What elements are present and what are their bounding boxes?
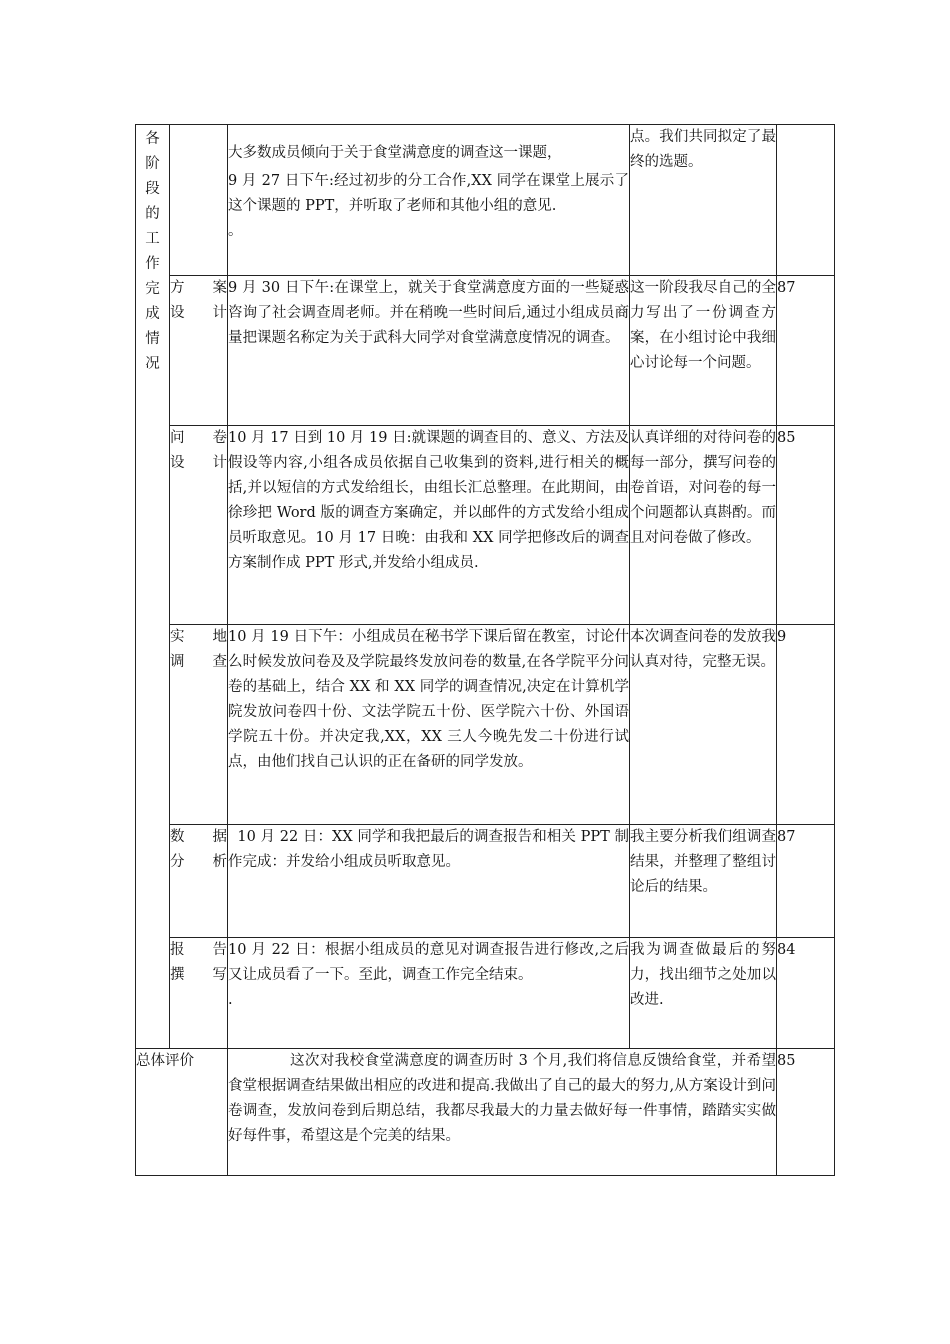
stage-reflection: 认真详细的对待问卷的每一部分，撰写问卷的卷首语，对问卷的每一个问题都认真斟酌。而且对问卷做了修改。 (630, 426, 777, 625)
stage-content: 10 月 22 日：根据小组成员的意见对调查报告进行修改,之后又让成员看了一下。至此，调查工作完全结束。 . (228, 938, 630, 1049)
stage-name: 方 案 设计 (170, 276, 228, 426)
stage-score: 87 (777, 276, 835, 426)
stage-score (777, 125, 835, 276)
overall-row (136, 1049, 835, 1176)
stage-name: 数 据 分析 (170, 825, 228, 938)
stage-score: 87 (777, 825, 835, 938)
stage-name: 报 告 撰写 (170, 938, 228, 1049)
stage-score: 85 (777, 426, 835, 625)
stage-score: 9 (777, 625, 835, 825)
stage-name: 实 地 调查 (170, 625, 228, 825)
stage-reflection: 这一阶段我尽自己的全力写出了一份调查方案，在小组讨论中我细心讨论每一个问题。 (630, 276, 777, 426)
stage-content: 10 月 17 日到 10 月 19 日:就课题的调查目的、意义、方法及假设等内容,小组各成员依据自己收集到的资料,进行相关的概括,并以短信的方式发给组长，由组长汇总整理。在此期间，由徐珍把 Word 版的调查方案确定，并以邮件的方式发给小组成员听取意见。10 月 17 日晚：由我和 XX 同学把修改后的调查方案制作成 PPT 形式,并发给小组成员. (228, 426, 630, 625)
overall-score: 85 (777, 1049, 835, 1176)
table-row (136, 426, 835, 625)
stage-content: 大多数成员倾向于关于食堂满意度的调查这一课题， 9 月 27 日下午:经过初步的分工合作,XX 同学在课堂上展示了这个课题的 PPT，并听取了老师和其他小组的意见. 。 (228, 125, 630, 276)
table-row (136, 625, 835, 825)
stage-reflection: 我为调查做最后的努力，找出细节之处加以改进. (630, 938, 777, 1049)
stage-reflection: 我主要分析我们组调查结果，并整理了整组讨论后的结果。 (630, 825, 777, 938)
stage-content: 10 月 19 日下午：小组成员在秘书学下课后留在教室，讨论什么时候发放问卷及及学院最终发放问卷的数量,在各学院平分问卷的基础上，结合 XX 和 XX 同学的调查情况,决定在计算机学院发放问卷四十份、文法学院五十份、医学院六十份、外国语学院五十份。并决定我,XX，XX 三人今晚先发二十份进行试点，由他们找自己认识的正在备研的同学发放。 (228, 625, 630, 825)
stage-name: 问 卷 设计 (170, 426, 228, 625)
table-row (136, 276, 835, 426)
table-row (136, 125, 835, 276)
overall-label: 总体评价 (136, 1049, 228, 1176)
table-row (136, 938, 835, 1049)
stage-cell (170, 125, 228, 276)
overall-text: 这次对我校食堂满意度的调查历时 3 个月,我们将信息反馈给食堂，并希望食堂根据调查结果做出相应的改进和提高.我做出了自己的最大的努力,从方案设计到问卷调查，发放问卷到后期总结，我都尽我最大的力量去做好每一件事情，踏踏实实做好每件事，希望这是个完美的结果。 (228, 1049, 777, 1176)
side-label: 各 阶 段 的 工 作 完 成 情 况 (145, 131, 160, 372)
stage-reflection: 点。我们共同拟定了最终的选题。 (630, 125, 777, 276)
stage-score: 84 (777, 938, 835, 1049)
stage-content: 9 月 30 日下午:在课堂上，就关于食堂满意度方面的一些疑惑咨询了社会调查周老师。并在稍晚一些时间后,通过小组成员商量把课题名称定为关于武科大同学对食堂满意度情况的调查。 (228, 276, 630, 426)
side-label-cell (136, 125, 170, 1049)
table-row (136, 825, 835, 938)
stage-reflection: 本次调查问卷的发放我认真对待，完整无误。 (630, 625, 777, 825)
stage-content: 10 月 22 日：XX 同学和我把最后的调查报告和相关 PPT 制作完成：并发给小组成员听取意见。 (228, 825, 630, 938)
stage-evaluation-table (135, 124, 835, 1176)
